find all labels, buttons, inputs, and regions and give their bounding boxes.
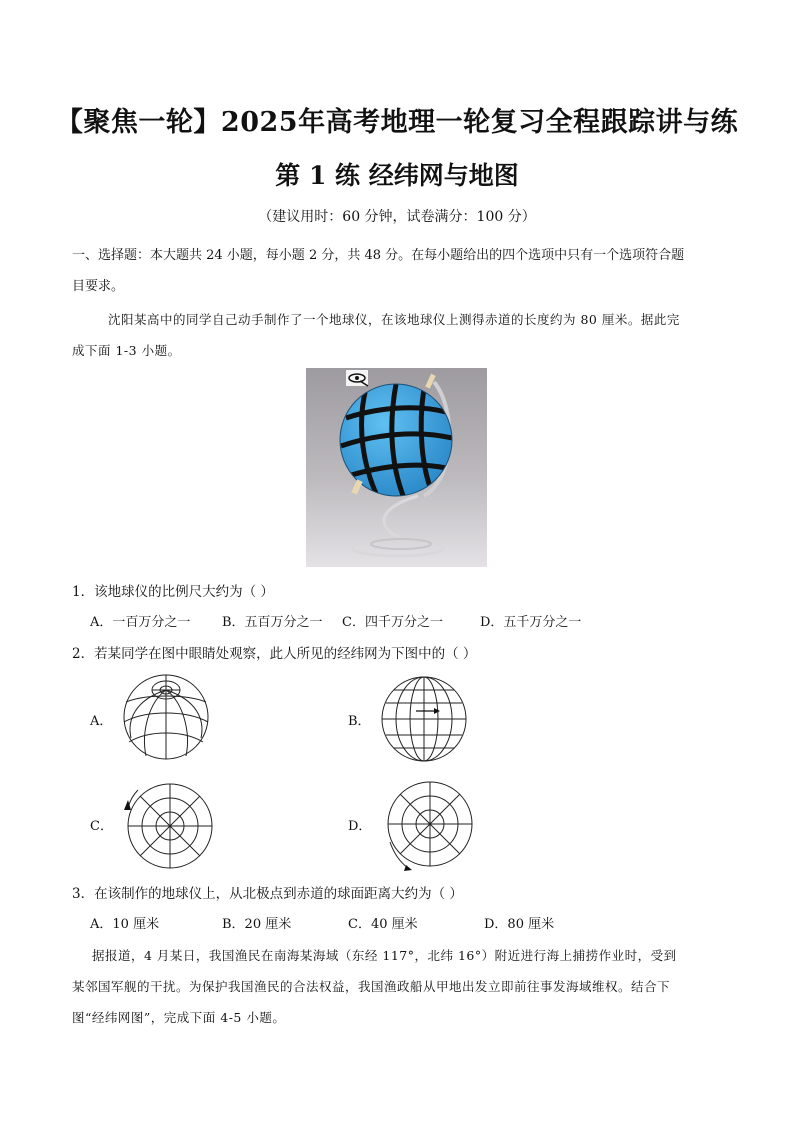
q2-option-b-label[interactable]: B． <box>348 714 371 729</box>
question-1-options <box>90 611 581 630</box>
q1-option-c[interactable]: C．四千万分之一 <box>342 615 443 630</box>
intro2-line-2: 某邻国军舰的干扰。为保护我国渔民的合法权益，我国渔政船从甲地出发立即前往事发海域维权。结合下 <box>72 979 671 994</box>
question-3-options <box>90 913 554 932</box>
intro2-line-3: 图“经纬网图”，完成下面 4-5 小题。 <box>72 1010 286 1025</box>
q3-option-c[interactable]: C．40 厘米 <box>348 917 418 932</box>
q1-option-b[interactable]: B．五百万分之一 <box>222 615 323 630</box>
q2-option-c-label[interactable]: C． <box>90 819 113 834</box>
q2-option-a-grid[interactable] <box>121 672 211 762</box>
page-title: 【聚焦一轮】2025年高考地理一轮复习全程跟踪讲与练 <box>55 107 739 138</box>
time-note: （建议用时：60 分钟，试卷满分：100 分） <box>258 209 536 225</box>
q2-option-d-label[interactable]: D． <box>348 819 372 834</box>
q2-option-d-grid[interactable] <box>378 780 474 872</box>
q2-option-b-grid[interactable] <box>380 675 468 763</box>
q1-option-a[interactable]: A．一百万分之一 <box>90 615 191 630</box>
q1-option-d[interactable]: D．五千万分之一 <box>480 615 582 630</box>
intro2-line-1: 据报道，4 月某日，我国渔民在南海某海域（东经 117°，北纬 16°）附近进行海上捕捞作业时，受到 <box>92 948 677 963</box>
intro1-line-1: 沈阳某高中的同学自己动手制作了一个地球仪，在该地球仪上测得赤道的长度约为 80 厘米。据此完 <box>108 312 680 327</box>
q2-option-a-label[interactable]: A． <box>90 714 113 729</box>
intro1-line-2: 成下面 1-3 小题。 <box>72 343 181 358</box>
page-subtitle: 第 1 练 经纬网与地图 <box>275 161 519 190</box>
globe-photo <box>306 368 487 567</box>
eye-icon <box>346 370 368 386</box>
section-line-1: 一、选择题：本大题共 24 小题，每小题 2 分，共 48 分。在每小题给出的四个选项中只有一个选项符合题 <box>72 248 685 263</box>
q3-option-d[interactable]: D．80 厘米 <box>484 917 555 932</box>
intro-passage-2 <box>72 940 724 1033</box>
section-instructions <box>72 240 724 302</box>
q2-option-c-grid[interactable] <box>118 780 214 870</box>
q3-option-a[interactable]: A．10 厘米 <box>90 917 160 932</box>
intro-passage-1 <box>72 304 724 366</box>
question-2-stem: 2．若某同学在图中眼睛处观察，此人所见的经纬网为下图中的（ ） <box>72 646 477 662</box>
section-line-2: 目要求。 <box>72 279 125 294</box>
q3-option-b[interactable]: B．20 厘米 <box>222 917 292 932</box>
question-1-stem: 1．该地球仪的比例尺大约为（ ） <box>72 584 274 600</box>
question-3-stem: 3．在该制作的地球仪上，从北极点到赤道的球面距离大约为（ ） <box>72 886 463 902</box>
